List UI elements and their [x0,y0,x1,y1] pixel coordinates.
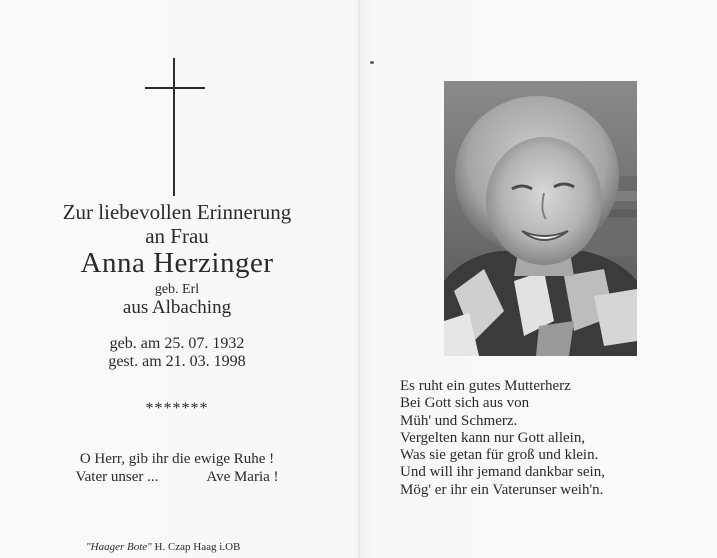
printer-quote: "Haager Bote" [86,541,152,553]
deceased-name: Anna Herzinger [80,247,274,279]
portrait-photo [444,81,637,356]
prayer-ave-maria: Ave Maria ! [206,469,279,485]
birth-date: geb. am 25. 07. 1932 [109,335,245,352]
birth-name: geb. Erl [154,282,200,297]
memorial-poem [400,378,605,499]
poem-line: Mög' er ihr ein Vaterunser weih'n. [400,481,604,498]
origin-place: aus Albaching [122,297,232,318]
poem-line: Vergelten kann nur Gott allein, [400,429,586,446]
card-fold-line [358,0,360,558]
death-date: gest. am 21. 03. 1998 [108,353,246,370]
poem-line: Was sie getan für groß und klein. [400,447,599,464]
poem-line: Es ruht ein gutes Mutterherz [400,378,571,394]
prayer-line-1: O Herr, gib ihr die ewige Ruhe ! [79,451,275,467]
separator-stars: ******* [145,400,209,417]
prayer-vater-unser: Vater unser ... [75,469,159,485]
paper-speck [370,61,374,64]
cross-icon [145,58,205,196]
poem-line: Müh' und Schmerz. [400,412,518,429]
intro-line-2: an Frau [145,224,209,248]
printer-name: H. Czap Haag i.OB [151,541,241,553]
prayer-line-2 [20,468,334,486]
poem-line: Und will ihr jemand dankbar sein, [400,464,605,481]
intro-line-1: Zur liebevollen Erinnerung [62,200,292,224]
printer-credit [86,541,240,554]
poem-line: Bei Gott sich aus von [400,395,530,412]
